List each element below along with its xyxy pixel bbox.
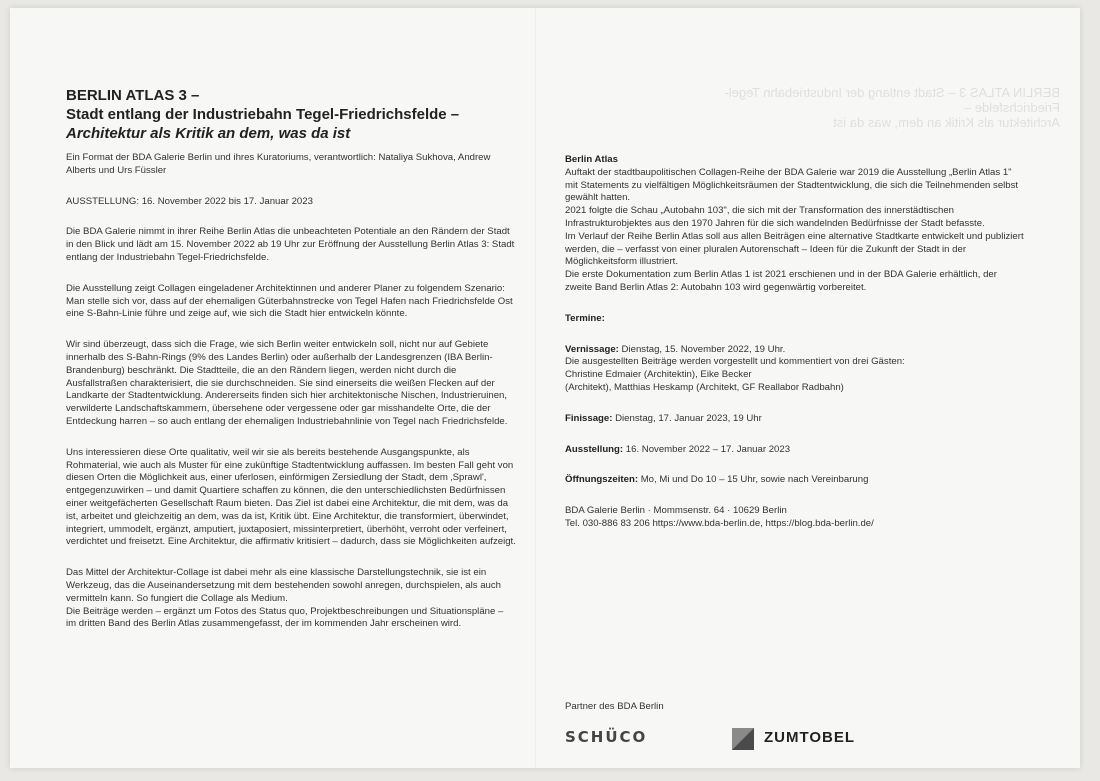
- vernissage-detail-1: Die ausgestellten Beiträge werden vorgestellt und kommentiert von drei Gästen:: [565, 356, 905, 368]
- exhibition-dates: AUSSTELLUNG: 16. November 2022 bis 17. Januar 2023: [66, 195, 313, 207]
- page-fold: [535, 8, 537, 768]
- atlas-paragraph-2: 2021 folgte die Schau „Autobahn 103", die sich mit der Transformation des innerstädtischen Infrastrukturobjektes aus den 1970 Jahren für die sich wandelnden Bedürfnisse der Stadt befasste.: [565, 205, 985, 229]
- document-title: [66, 86, 516, 143]
- paragraph-2: Die Ausstellung zeigt Collagen eingeladener Architektinnen und anderer Planer zu folgendem Szenario: Man stelle sich vor, dass auf der ehemaligen Güterbahnstrecke von Tegel Hafen nach Friedrichsfelde Ost eine S-Bahn-Linie führe und zeige auf, wie sich die Stadt hier entwickeln könnte.: [66, 282, 513, 320]
- title-line-1: BERLIN ATLAS 3 –: [66, 87, 200, 104]
- intro-paragraph: Ein Format der BDA Galerie Berlin und ihres Kuratoriums, verantwortlich: Nataliya Sukhova, Andrew Alberts und Urs Füssler: [66, 152, 491, 176]
- vernissage-value: Dienstag, 15. November 2022, 19 Uhr.: [621, 343, 786, 355]
- oeffnungszeiten-value: Mo, Mi und Do 10 – 15 Uhr, sowie nach Vereinbarung: [640, 474, 869, 486]
- oeffnungszeiten-label: Öffnungszeiten:: [565, 474, 639, 486]
- show-through-text: [700, 85, 1060, 130]
- contact-line: Tel. 030-886 83 206 https://www.bda-berlin.de, https://blog.bda-berlin.de/: [565, 517, 874, 529]
- ghost-line-2: Architektur als Kritik an dem, was da ist: [833, 115, 1060, 130]
- zumtobel-mark-icon: [732, 728, 754, 750]
- finissage-line: [565, 413, 1025, 426]
- vernissage-detail-2: Christine Edmaier (Architektin), Eike Becker: [565, 369, 752, 381]
- partner-logos: [565, 722, 895, 752]
- oeffnungszeiten-line: [565, 474, 1025, 487]
- atlas-paragraph-4: Die erste Dokumentation zum Berlin Atlas 1 ist 2021 erschienen und in der BDA Galerie erhältlich, der zweite Band Berlin Atlas 2: Autobahn 103 wird gegenwärtig vorbereitet.: [565, 269, 997, 293]
- ausstellung-label: Ausstellung:: [565, 443, 624, 455]
- paragraph-6: Die Beiträge werden – ergänzt um Fotos des Status quo, Projektbeschreibungen und Situationspläne – im dritten Band des Berlin Atlas zusammengefasst, der im kommenden Jahr erscheinen wird.: [66, 605, 504, 630]
- vernissage-detail-3: (Architekt), Matthias Heskamp (Architekt, GF Reallabor Radbahn): [565, 381, 844, 393]
- partner-label: Partner des BDA Berlin: [565, 701, 664, 712]
- zumtobel-wordmark: ZUMTOBEL: [764, 729, 856, 746]
- title-subtitle: Architektur als Kritik an dem, was da ist: [66, 125, 351, 142]
- paragraph-5: Das Mittel der Architektur-Collage ist dabei mehr als eine klassische Darstellungstechnik, sie ist ein Werkzeug, das die Auseinandersetzung mit dem bestehenden sowohl anregen, durchspielen, als auch vermitteln kann. So fungiert die Collage als Medium.: [66, 567, 502, 604]
- atlas-heading: Berlin Atlas: [565, 154, 618, 165]
- atlas-paragraph-3: Im Verlauf der Reihe Berlin Atlas soll aus allen Beiträgen eine alternative Stadtkarte entwickelt und publiziert werden, die – verfasst von einer pluralen Autorenschaft – Ideen für die Zukunft der Stadt in der Möglichkeitsform illustriert.: [565, 230, 1024, 268]
- address-line: BDA Galerie Berlin · Mommsenstr. 64 · 10629 Berlin: [565, 505, 787, 517]
- vernissage-line: [565, 344, 1025, 357]
- finissage-value: Dienstag, 17. Januar 2023, 19 Uhr: [615, 412, 762, 424]
- vernissage-label: Vernissage:: [565, 343, 619, 355]
- ausstellung-value: 16. November 2022 – 17. Januar 2023: [625, 443, 791, 455]
- termine-heading: Termine:: [565, 312, 605, 324]
- atlas-paragraph-1: Auftakt der stadtbaupolitischen Collagen-Reihe der BDA Galerie war 2019 die Ausstellung „Berlin Atlas 1" mit Statements zu vielfältigen Möglichkeitsräumen der Stadtentwicklung, die sich die Teilnehmenden selbst gewählt hatten.: [565, 166, 1019, 204]
- title-line-2: Stadt entlang der Industriebahn Tegel-Friedrichsfelde –: [66, 106, 460, 123]
- ghost-line-1: BERLIN ATLAS 3 – Stadt entlang der Industriebahn Tegel-Friedrichsfelde –: [724, 85, 1060, 115]
- paragraph-1: Die BDA Galerie nimmt in ihrer Reihe Berlin Atlas die unbeachteten Potentiale an den Rändern der Stadt in den Blick und lädt am 15. November 2022 ab 19 Uhr zur Eröffnung der Ausstellung Berlin Atlas 3: Stadt entlang der Industriebahn Tegel-Friedrichsfelde.: [66, 226, 515, 263]
- paragraph-3: Wir sind überzeugt, dass sich die Frage, wie sich Berlin weiter entwickeln soll, nicht nur auf Gebiete innerhalb des S-Bahn-Rings (9% des Landes Berlin) oder außerhalb der Landesgrenzen (IBA Berlin-Brandenburg) beschränkt. Die Stadtteile, die an den Rändern liegen, werden nicht durch die Ausfallstraßen charakterisiert, die sie durchschneiden. Sie sind einerseits die weißen Flecken auf der Landkarte der Stadtentwicklung. Andererseits finden sich hier architektonische Nischen, Industrieruinen, verwilderte Landschaftskammern, übersehene oder vergessene oder gar misshandelte Orte, die der Entdeckung harren – so auch entlang der ehemaligen Industriebahnlinie von Tegel nach Friedrichsfelde.: [66, 339, 508, 427]
- paragraph-4: Uns interessieren diese Orte qualitativ, weil wir sie als bereits bestehende Ausgangspunkte, als Rohmaterial, wie auch als Muster für eine zukünftige Stadtentwicklung auffassen. Im besten Fall geht von diesen Orten die Möglichkeit aus, einer uferlosen, einförmigen Zersiedlung der Stadt, dem ‚Sprawl', entgegenzuwirken – und damit Quartiere schaffen zu können, die den unterschiedlichsten Bedürfnissen einer weitgefächerten Gesellschaft Raum bieten. Das Ziel ist dabei eine Architektur, die mit dem, was da ist, arbeitet und gleichzeitig an dem, was da ist, Kritik übt. Eine Architektur, die transformiert, überwindet, integriert, ummodelt, ergänzt, amputiert, juxtaposiert, missinterpretiert, überhöht, verroht oder verfeinert, verdichtet und freisetzt. Eine Architektur, die affirmativ kritisiert – dadurch, dass sie Möglichkeiten aufzeigt.: [66, 446, 516, 548]
- left-column: [66, 86, 516, 631]
- right-column: [565, 154, 1025, 531]
- finissage-label: Finissage:: [565, 412, 613, 424]
- ausstellung-line: [565, 444, 1025, 457]
- schueco-logo: SCHÜCO: [565, 728, 648, 746]
- title-line-3: [66, 124, 516, 143]
